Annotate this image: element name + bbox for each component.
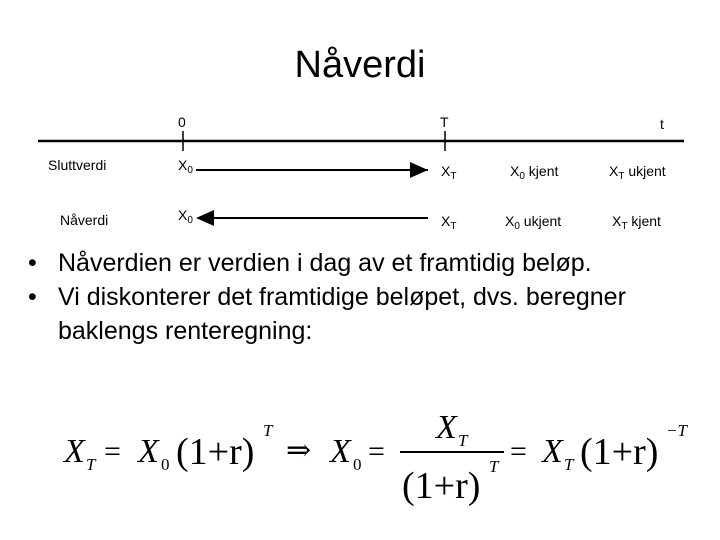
- f-implies: ⇒: [286, 434, 312, 467]
- f-den-paren: (1+r): [402, 465, 481, 507]
- row2-end-value: $X_T$: [441, 213, 457, 232]
- f-num-base: X: [436, 410, 457, 446]
- f-lhs-sub: T: [86, 455, 96, 474]
- timeline-diagram: [0, 0, 720, 240]
- row1-x0-status: $X_0$ kjent: [510, 163, 559, 182]
- f-exp-t1: T: [263, 421, 273, 440]
- bullet-dot-icon: •: [28, 249, 37, 277]
- f-exp-negt: −T: [666, 421, 687, 440]
- f-eq3: =: [510, 435, 527, 468]
- bullet-item: • Vi diskonterer det framtidige beløpet, dvs. beregner baklengs renteregning:: [28, 280, 708, 348]
- row-label-naverdi: Nåverdi: [60, 212, 109, 228]
- f-den-exp: T: [489, 457, 499, 476]
- f-paren2: (1+r): [580, 431, 659, 473]
- tick-0-label: 0: [178, 114, 186, 130]
- bullet-list: [28, 246, 708, 348]
- row2-start-value: $X_0$: [178, 207, 193, 226]
- row-label-sluttverdi: Sluttverdi: [48, 157, 107, 173]
- f-xt-sub: T: [564, 455, 574, 474]
- f-eq1: =: [104, 435, 121, 468]
- f-lhs-base: X: [64, 433, 85, 470]
- discount-formula: [58, 410, 708, 510]
- f-x0b-base: X: [330, 433, 351, 470]
- f-xt-base: X: [542, 433, 563, 470]
- tick-t-label: t: [660, 116, 664, 132]
- f-x0-base: X: [138, 433, 159, 470]
- row2-x0-status: $X_0$ ukjent: [505, 213, 562, 232]
- slide-title: Nåverdi: [294, 44, 426, 86]
- row2-xt-status: $X_T$ kjent: [612, 213, 661, 232]
- row1-start-value: $X_0$: [178, 157, 193, 176]
- f-x0-sub: 0: [161, 455, 170, 474]
- f-num-sub: T: [458, 431, 468, 450]
- row1-end-value: $X_T$: [441, 163, 457, 182]
- tick-T-label: T: [440, 114, 449, 130]
- f-x0b-sub: 0: [353, 455, 362, 474]
- row1-xt-status: $X_T$ ukjent: [609, 163, 666, 182]
- bullet-item: • Nåverdien er verdien i dag av et framtidig beløp.: [28, 246, 708, 280]
- bullet-dot-icon: •: [28, 283, 37, 311]
- f-eq2: =: [368, 435, 385, 468]
- f-paren1: (1+r): [176, 431, 255, 473]
